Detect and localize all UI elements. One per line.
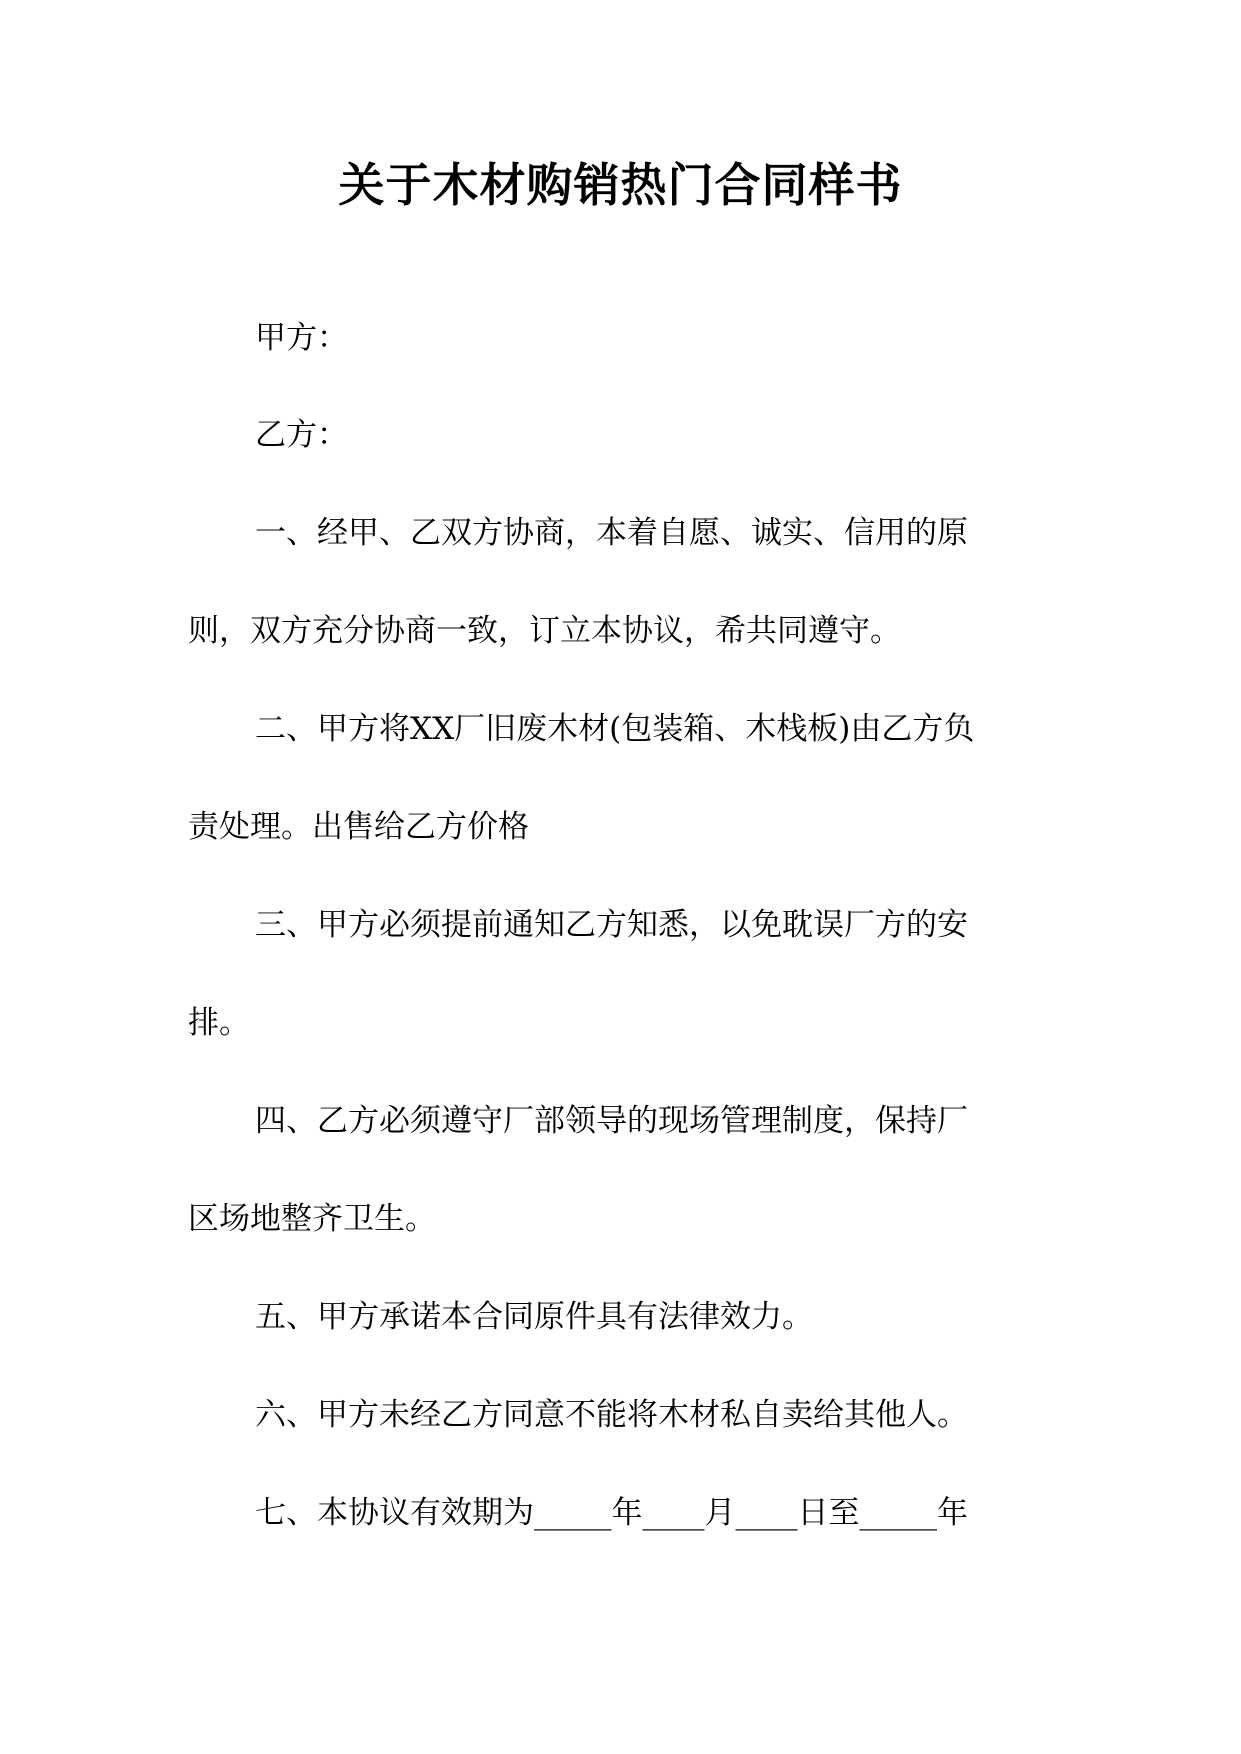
party-b-line: 乙方： xyxy=(255,417,348,453)
clause-3-line-2: 排。 xyxy=(188,1005,250,1041)
clause-1-line-1: 一、经甲、乙双方协商，本着自愿、诚实、信用的原 xyxy=(255,515,968,551)
clause-5-line: 五、甲方承诺本合同原件具有法律效力。 xyxy=(255,1299,813,1335)
party-a-line: 甲方： xyxy=(255,320,348,356)
clause-4-line-2: 区场地整齐卫生。 xyxy=(188,1201,436,1237)
clause-2-line-2: 责处理。出售给乙方价格 xyxy=(188,809,529,845)
clause-6-line: 六、甲方未经乙方同意不能将木材私自卖给其他人。 xyxy=(255,1397,968,1433)
clause-1-line-2: 则，双方充分协商一致，订立本协议，希共同遵守。 xyxy=(188,613,901,649)
clause-3-line-1: 三、甲方必须提前通知乙方知悉，以免耽误厂方的安 xyxy=(255,907,968,943)
clause-7-line: 七、本协议有效期为_____年____月____日至_____年 xyxy=(255,1495,968,1531)
document-title: 关于木材购销热门合同样书 xyxy=(338,158,903,212)
clause-2-line-1: 二、甲方将XX厂旧废木材(包装箱、木栈板)由乙方负 xyxy=(255,711,975,747)
clause-4-line-1: 四、乙方必须遵守厂部领导的现场管理制度，保持厂 xyxy=(255,1103,968,1139)
